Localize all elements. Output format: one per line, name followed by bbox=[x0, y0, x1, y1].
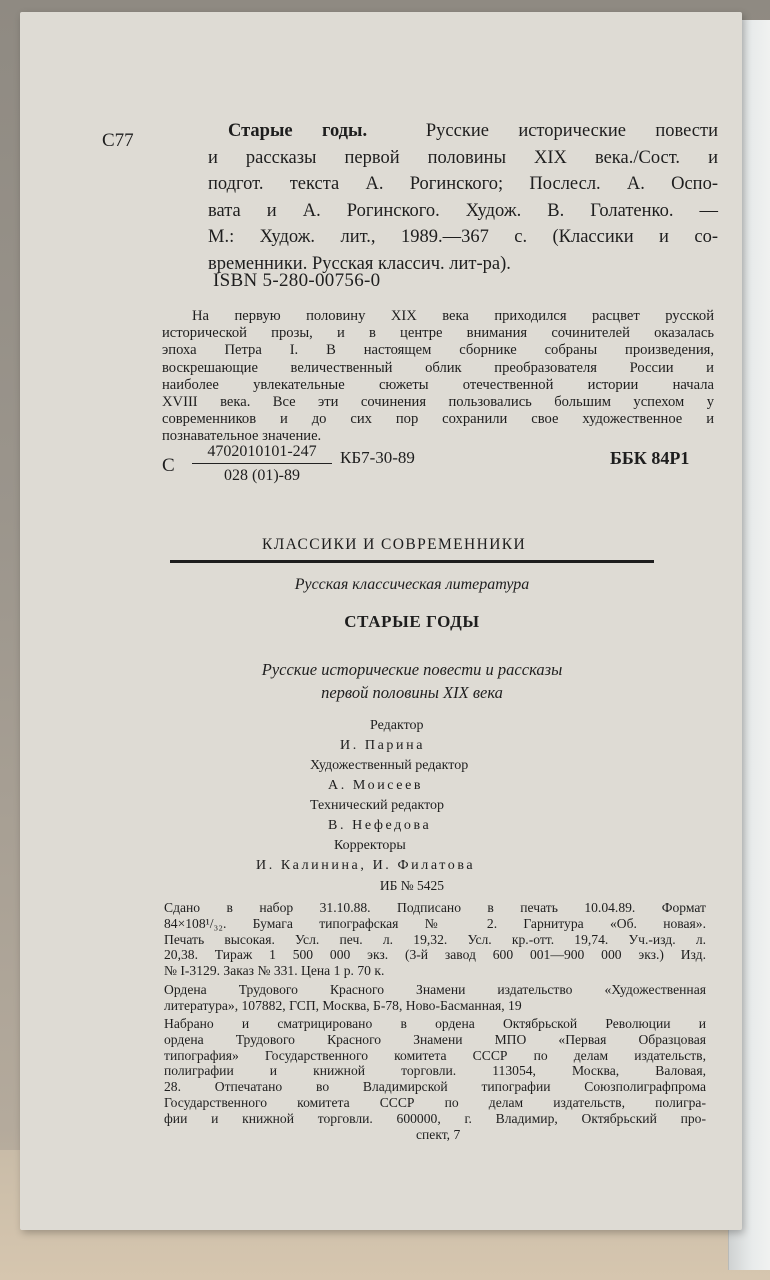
annotation bbox=[162, 308, 714, 446]
catalog-entry-title: Старые годы. bbox=[228, 121, 368, 141]
printer-info-line: спект, 7 bbox=[416, 1126, 461, 1142]
classification-kb: КБ7-30-89 bbox=[340, 448, 415, 467]
publisher-info bbox=[164, 982, 706, 1014]
credit-role-proofreaders: Корректоры bbox=[334, 838, 406, 853]
book-title: СТАРЫЕ ГОДЫ bbox=[344, 612, 480, 631]
catalog-code: С77 bbox=[102, 130, 134, 151]
printer-info-line: ордена Трудового Красного Знамени МПО «Первая Образцовая bbox=[164, 1031, 706, 1047]
print-details-line: Сдано в набор 31.10.88. Подписано в печать 10.04.89. Формат bbox=[164, 900, 706, 915]
printer-info-line: полиграфии и книжной торговли. 113054, Москва, Валовая, bbox=[164, 1063, 706, 1079]
catalog-entry-line: временники. Русская классич. лит-ра). bbox=[208, 253, 511, 274]
annotation-line: На первую половину XIX века приходился расцвет русской bbox=[192, 308, 714, 324]
catalog-entry-line: и рассказы первой половины XIX века./Сост. и bbox=[208, 147, 718, 168]
printer-info-line: типография» Государственного комитета СССР по делам издательств, bbox=[164, 1047, 706, 1063]
catalog-entry-line: вата и А. Рогинского. Худож. В. Голатенко. — bbox=[208, 200, 718, 221]
publisher-info-line: Ордена Трудового Красного Знамени издательство «Художественная bbox=[164, 982, 706, 997]
annotation-line: исторической прозы, и в центре внимания сочинителей оказалась bbox=[162, 325, 714, 342]
printer-info-line: фии и книжной торговли. 600000, г. Владимир, Октябрьский про- bbox=[164, 1110, 706, 1126]
publisher-info-line: литература», 107882, ГСП, Москва, Б-78, Ново-Басманная, 19 bbox=[164, 997, 522, 1013]
annotation-line: наиболее увлекательные сюжеты отечественной истории начала bbox=[162, 376, 714, 393]
print-details-line: Печать высокая. Усл. печ. л. 19,32. Усл. кр.-отт. 19,74. Уч.-изд. л. bbox=[164, 931, 706, 947]
series-rule-divider bbox=[170, 560, 654, 563]
print-details bbox=[164, 900, 706, 979]
catalog-entry-line: Старые годы. Русские исторические повести bbox=[228, 121, 718, 141]
annotation-line: современников и до сих пор сохранили свое художественное и bbox=[162, 411, 714, 428]
classification-letter: С bbox=[162, 455, 175, 476]
printer-info-line: 28. Отпечатано во Владимирской типографии Союзполиграфпрома bbox=[164, 1079, 706, 1095]
classification-numerator: 4702010101-247 bbox=[192, 442, 332, 464]
annotation-line: воскрешающие величественный облик преобразователя России и bbox=[162, 359, 714, 376]
printer-info-line: Государственного комитета СССР по делам издательств, полигра- bbox=[164, 1094, 706, 1110]
credit-name-tech-editor: В. Нефедова bbox=[328, 818, 432, 833]
credit-name-proofreaders: И. Калинина, И. Филатова bbox=[256, 858, 476, 873]
book-subtitle-line: первой половины XIX века bbox=[321, 683, 503, 702]
book-subtitle bbox=[170, 658, 654, 704]
classification-fraction bbox=[192, 442, 332, 485]
credit-role-art-editor: Художественный редактор bbox=[310, 758, 469, 773]
isbn: ISBN 5-280-00756-0 bbox=[213, 270, 381, 291]
book-subtitle-line: Русские исторические повести и рассказы bbox=[261, 660, 563, 679]
printer-info bbox=[164, 1016, 706, 1142]
series-name: КЛАССИКИ И СОВРЕМЕННИКИ bbox=[262, 536, 527, 553]
credit-name-editor: И. Парина bbox=[340, 738, 426, 753]
print-details-line: 84×108¹/₃₂. Бумага типографская № 2. Гарнитура «Об. новая». bbox=[164, 915, 706, 931]
classification-bbk: ББК 84Р1 bbox=[610, 448, 690, 468]
credit-role-editor: Редактор bbox=[370, 718, 424, 733]
annotation-line: XVIII века. Все эти сочинения пользовались большим успехом у bbox=[162, 394, 714, 411]
credit-name-art-editor: А. Моисеев bbox=[328, 778, 424, 793]
annotation-line: познавательное значение. bbox=[162, 428, 322, 445]
catalog-entry-line: подгот. текста А. Рогинского; Послесл. А. Оспо- bbox=[208, 174, 718, 194]
ib-number: ИБ № 5425 bbox=[379, 878, 445, 893]
book-page bbox=[20, 12, 742, 1230]
print-details-line: № I-3129. Заказ № 331. Цена 1 р. 70 к. bbox=[164, 963, 385, 979]
credit-role-tech-editor: Технический редактор bbox=[310, 798, 445, 813]
classification-denominator: 028 (01)-89 bbox=[224, 467, 300, 484]
annotation-line: эпоха Петра I. В настоящем сборнике собраны произведения, bbox=[162, 342, 714, 359]
print-details-line: 20,38. Тираж 1 500 000 экз. (3-й завод 600 001—900 000 экз.) Изд. bbox=[164, 947, 706, 963]
catalog-entry bbox=[188, 118, 718, 277]
catalog-entry-line: М.: Худож. лит., 1989.—367 с. (Классики и со- bbox=[208, 227, 718, 247]
printer-info-line: Набрано и сматрицировано в ордена Октябрьской Революции и bbox=[164, 1016, 706, 1031]
subseries-name: Русская классическая литература bbox=[294, 576, 530, 593]
